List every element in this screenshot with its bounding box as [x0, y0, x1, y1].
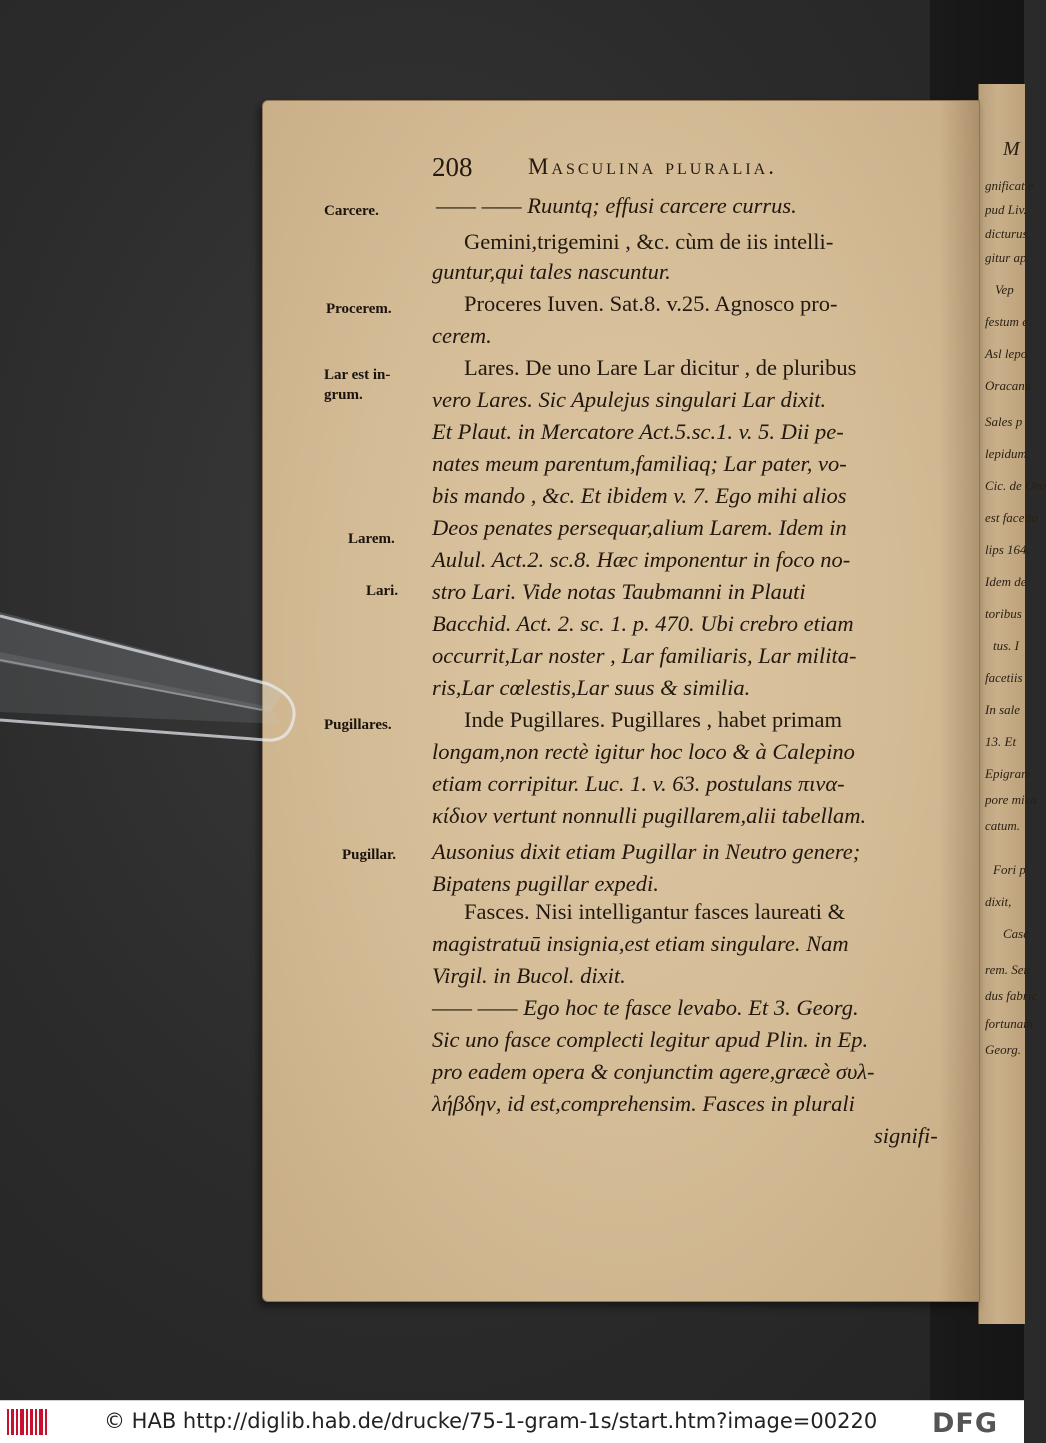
text-line: occurrit,Lar noster , Lar familiaris, Lar milita-	[432, 643, 857, 668]
text-line: Lares. De uno Lare Lar dicitur , de pluribus	[464, 355, 857, 380]
facing-page-text: catum.	[985, 818, 1021, 833]
facing-page-text: facetiis	[985, 670, 1023, 685]
facing-page-text: Georg.	[985, 1042, 1021, 1057]
margin-note: Lari.	[366, 583, 399, 599]
text-line: etiam corripitur. Luc. 1. v. 63. postulans πινα-	[432, 771, 845, 796]
margin-note: grum.	[324, 387, 363, 403]
copyright-url: © HAB http://diglib.hab.de/drucke/75-1-gram-1s/start.htm?image=00220	[104, 1409, 878, 1433]
margin-note: Procerem.	[326, 301, 392, 317]
facing-page-text: Casc	[1003, 926, 1029, 941]
facing-page-text: lips 164.	[985, 542, 1030, 557]
facing-page-text: gitur ap	[985, 250, 1027, 265]
text-line: Aulul. Act.2. sc.8. Hæc imponentur in foco no-	[432, 547, 851, 572]
text-line: signifi-	[874, 1123, 938, 1148]
text-line: Bacchid. Act. 2. sc. 1. p. 470. Ubi crebro etiam	[432, 611, 854, 636]
text-line: Deos penates persequar,alium Larem. Idem in	[432, 515, 847, 540]
facing-page-text: Vep	[995, 282, 1014, 297]
facing-page-text: toribus	[985, 606, 1022, 621]
text-line: bis mando , &c. Et ibidem v. 7. Ego mihi alios	[432, 483, 847, 508]
facing-page-text: pud Liv.	[985, 202, 1027, 217]
running-head: Masculina pluralia.	[528, 154, 777, 179]
facing-page-text: dicturus,	[985, 226, 1031, 241]
facing-page-text: Idem de	[985, 574, 1027, 589]
text-line: Gemini,trigemini , &c. cùm de iis intelli-	[464, 229, 834, 254]
glass-holder-glare	[0, 612, 300, 752]
text-line: ris,Lar cœlestis,Lar suus & similia.	[432, 675, 751, 700]
text-line: κίδιον vertunt nonnulli pugillarem,alii tabellam.	[432, 803, 867, 828]
text-line: Inde Pugillares. Pugillares , habet primam	[464, 707, 843, 732]
facing-page-text: fortunam	[985, 1016, 1033, 1031]
margin-note: Pugillares.	[324, 717, 392, 733]
facing-page-text: gnificat e	[985, 178, 1034, 193]
text-line: —— —— Ego hoc te fasce levabo. Et 3. Georg.	[432, 995, 859, 1020]
facing-page-text: Cic. de Ora	[985, 478, 1046, 493]
facing-page-text: Asl lepo	[985, 346, 1028, 361]
facing-page-text: In sale	[985, 702, 1021, 717]
facing-page-text: Oracanu	[985, 378, 1032, 393]
facing-page-text: tus. I	[993, 638, 1019, 653]
facing-page-text: Epigram	[985, 766, 1031, 781]
dfg-logo: DFG	[932, 1408, 999, 1439]
text-line: Fasces. Nisi intelligantur fasces laureati &	[464, 899, 846, 924]
text-line: nates meum parentum,familiaq; Lar pater, vo-	[432, 451, 847, 476]
facing-page-text: dixit,	[985, 894, 1012, 909]
text-line: stro Lari. Vide notas Taubmanni in Plauti	[432, 579, 806, 604]
margin-note: Pugillar.	[342, 847, 397, 863]
facing-page-text: festum e	[985, 314, 1028, 329]
facing-page-text: pore mica	[985, 792, 1037, 807]
facing-page-text: rem. Sen	[985, 962, 1031, 977]
facing-page-edge	[978, 84, 1046, 1324]
text-line: Virgil. in Bucol. dixit.	[432, 963, 626, 988]
text-line: Proceres Iuven. Sat.8. v.25. Agnosco pro-	[464, 291, 838, 316]
text-line: λήβδην, id est,comprehensim. Fasces in plurali	[432, 1091, 855, 1116]
page-header	[432, 152, 952, 188]
facing-page-text: Fori p	[993, 862, 1026, 877]
text-line: Et Plaut. in Mercatore Act.5.sc.1. v. 5. Dii pe-	[432, 419, 844, 444]
text-line: Ausonius dixit etiam Pugillar in Neutro genere;	[432, 839, 861, 864]
text-line: Bipatens pugillar expedi.	[432, 871, 659, 896]
margin-note: Larem.	[348, 531, 395, 547]
text-line: Sic uno fasce complecti legitur apud Plin. in Ep.	[432, 1027, 869, 1052]
facing-page-text: Sales p	[985, 414, 1023, 429]
margin-note: Lar est in-	[324, 367, 391, 383]
facing-page-text: M	[1003, 138, 1020, 160]
hab-logo-icon	[6, 1407, 48, 1437]
text-line: guntur,qui tales nascuntur.	[432, 259, 671, 284]
page-number: 208	[432, 152, 473, 182]
facing-page-text: dus fabric	[985, 988, 1038, 1003]
text-line: pro eadem opera & conjunctim agere,græcè συλ-	[432, 1059, 875, 1084]
margin-note: Carcere.	[324, 203, 379, 219]
facing-page-text: 13. Et	[985, 734, 1017, 749]
text-line: cerem.	[432, 323, 492, 348]
text-line: magistratuū insignia,est etiam singulare. Nam	[432, 931, 849, 956]
text-line: vero Lares. Sic Apulejus singulari Lar dixit.	[432, 387, 827, 412]
viewer-footer	[0, 1400, 1024, 1443]
facing-page-text: lepidum.	[985, 446, 1031, 461]
facing-page-text: est facetia	[985, 510, 1039, 525]
text-line: —— —— Ruuntq; effusi carcere currus.	[436, 193, 797, 218]
text-line: longam,non rectè igitur hoc loco & à Calepino	[432, 739, 855, 764]
